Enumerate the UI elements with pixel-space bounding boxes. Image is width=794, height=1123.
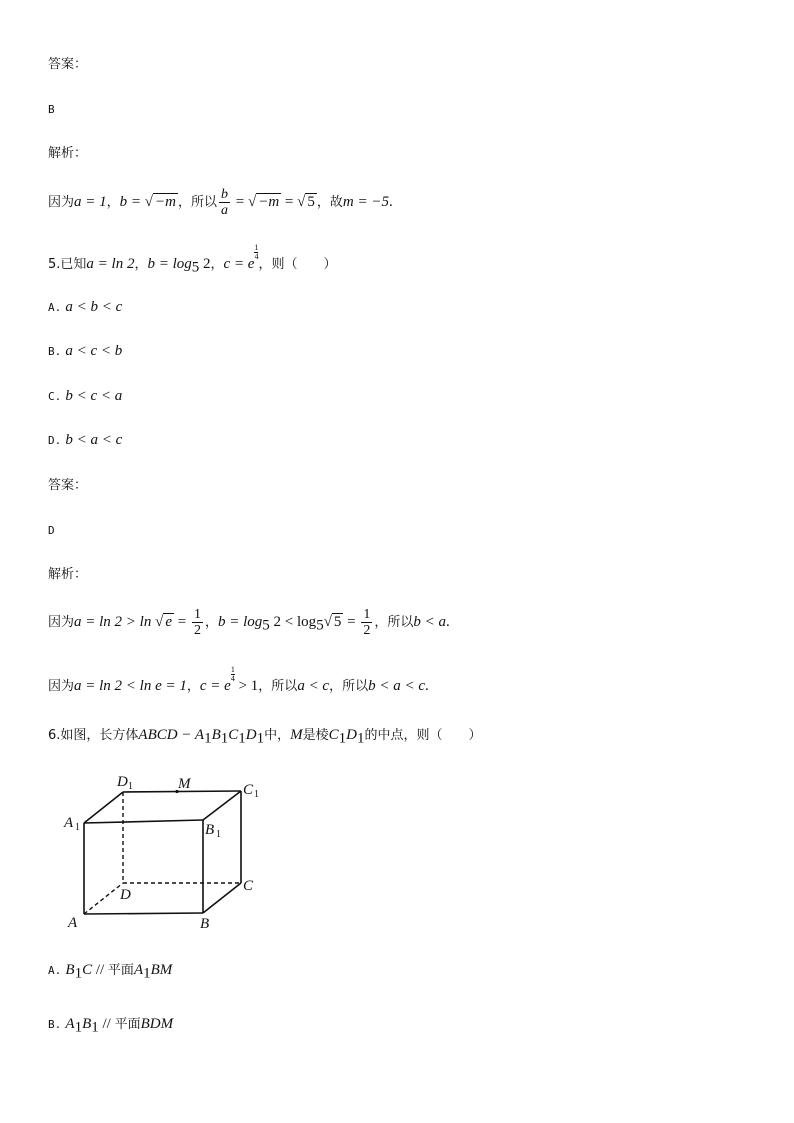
label-c1: C (243, 782, 254, 798)
edge-ad (84, 883, 123, 914)
question-5-stem: 5.已知a = ln 2，$b = \log_5 2$，c = e $\frac{1}{4}$ ，则（ ） (48, 243, 337, 276)
analysis-line-1: 因为a = ln 2 > ln √ e = $\frac{1}{2}$ ，$b = \log_5 2 < \log_5√$ 5 = $\frac{1}{2}$ ，所以b < a. (48, 607, 450, 638)
label-d: D (120, 887, 131, 903)
analysis-line: 因为a = 1，b = √ −m ，所以 $\frac{b}{a}$ = √ −m = √ 5 ，故m = −5. (48, 187, 393, 218)
edge-b1c1 (203, 791, 241, 820)
fraction: $\frac{1}{2}$ (193, 607, 201, 638)
analysis-heading: 解析： (48, 146, 88, 161)
label-d1: D (117, 774, 128, 790)
answer-heading: 答案： (48, 478, 88, 493)
option-b: B. a < c < b (48, 343, 123, 359)
option-c: C. b < c < a (48, 388, 123, 404)
option-d: D. b < a < c (48, 432, 123, 448)
option-a: A. a < b < c (48, 299, 123, 315)
analysis-line-2: 因为a = ln 2 < ln e = 1，c = e $\frac{1}{4}$ > 1，所以a < c，所以b < a < c. (48, 665, 429, 694)
svg-text:1: 1 (75, 822, 80, 833)
answer-value: D (48, 524, 55, 537)
edge-a1d1 (84, 792, 123, 823)
edge-a1b1 (84, 820, 203, 823)
analysis-heading: 解析： (48, 567, 88, 582)
label-c: C (243, 878, 254, 894)
edge-ab (84, 913, 203, 914)
cuboid-figure (60, 768, 275, 936)
fraction: $\frac{b}{a}$ (221, 187, 228, 218)
label-b: B (200, 916, 210, 932)
svg-text:1: 1 (128, 781, 133, 792)
fraction: $\frac{1}{2}$ (363, 607, 371, 638)
label-a: A (68, 915, 78, 931)
answer-value: B (48, 103, 55, 116)
label-b1: B (205, 822, 215, 838)
answer-heading: 答案： (48, 57, 88, 72)
question-6-stem: 6.如图，长方体ABCD − $A_1B_1C_1D_1$中，M是棱$C_1D_1$的中点，则（ ） (48, 727, 482, 747)
label-a1: A (64, 815, 74, 831)
option-a: A. $B_1C$ // 平面$A_1BM$ (48, 962, 173, 982)
edge-bc (203, 883, 241, 913)
label-m: M (178, 776, 191, 792)
option-b: B. $A_1B_1$ // 平面BDM (48, 1016, 174, 1036)
svg-text:1: 1 (216, 829, 221, 840)
svg-text:1: 1 (254, 789, 259, 800)
